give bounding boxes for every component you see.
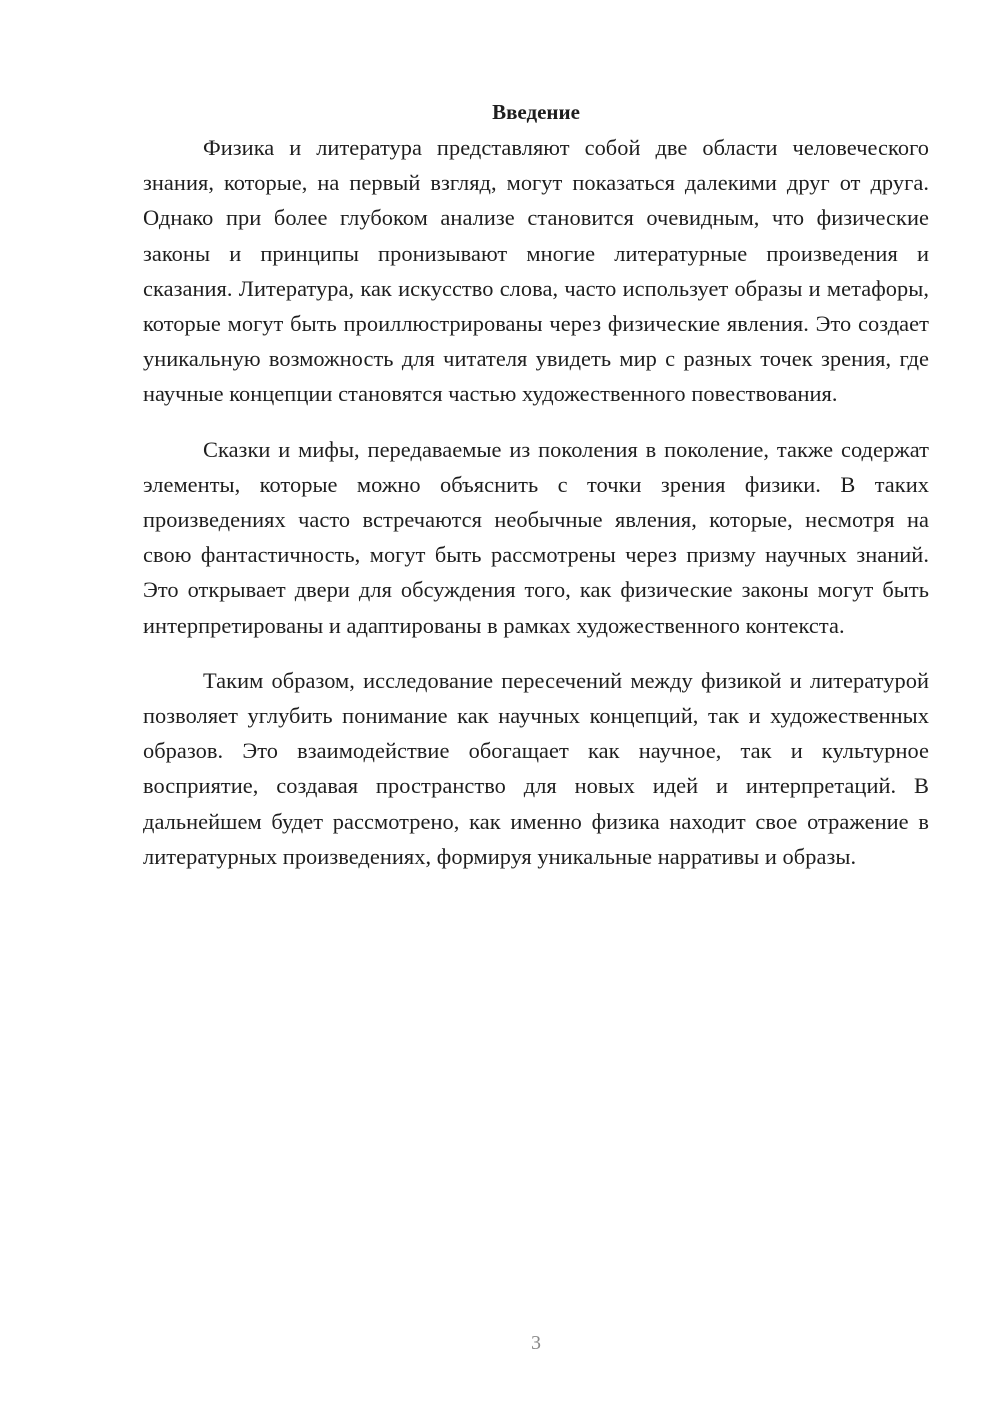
paragraph-2: Сказки и мифы, передаваемые из поколения в поколение, также содержат элементы, которые можно объяснить с точки зрения физики. В таких произведениях часто встречаются необычные явления, которые, несмотря на свою фантастичность, могут быть рассмотрены через призму научных знаний. Это открывает двери для обсуждения того, как физические законы могут быть интерпретированы и адаптированы в рамках художественного контекста. — [143, 436, 929, 638]
paragraph-3: Таким образом, исследование пересечений между физикой и литературой позволяет углубить понимание как научных концепций, так и художественных образов. Это взаимодействие обогащает как научное, так и культурное восприятие, создавая пространство для новых идей и интерпретаций. В дальнейшем будет рассмотрено, как именно физика находит свое отражение в литературных произведениях, формируя уникальные нарративы и образы. — [143, 667, 929, 869]
paragraph-1: Физика и литература представляют собой две области человеческого знания, которые, на первый взгляд, могут показаться далекими друг от друга. Однако при более глубоком анализе становится очевидным, что физические законы и принципы пронизывают многие литературные произведения и сказания. Литература, как искусство слова, часто использует образы и метафоры, которые могут быть проиллюстрированы через физические явления. Это создает уникальную возможность для читателя увидеть мир с разных точек зрения, где научные концепции становятся частью художественного повествования. — [143, 135, 929, 407]
page-number: 3 — [531, 1332, 541, 1354]
page-content — [143, 95, 929, 874]
section-heading: Введение — [492, 100, 580, 124]
